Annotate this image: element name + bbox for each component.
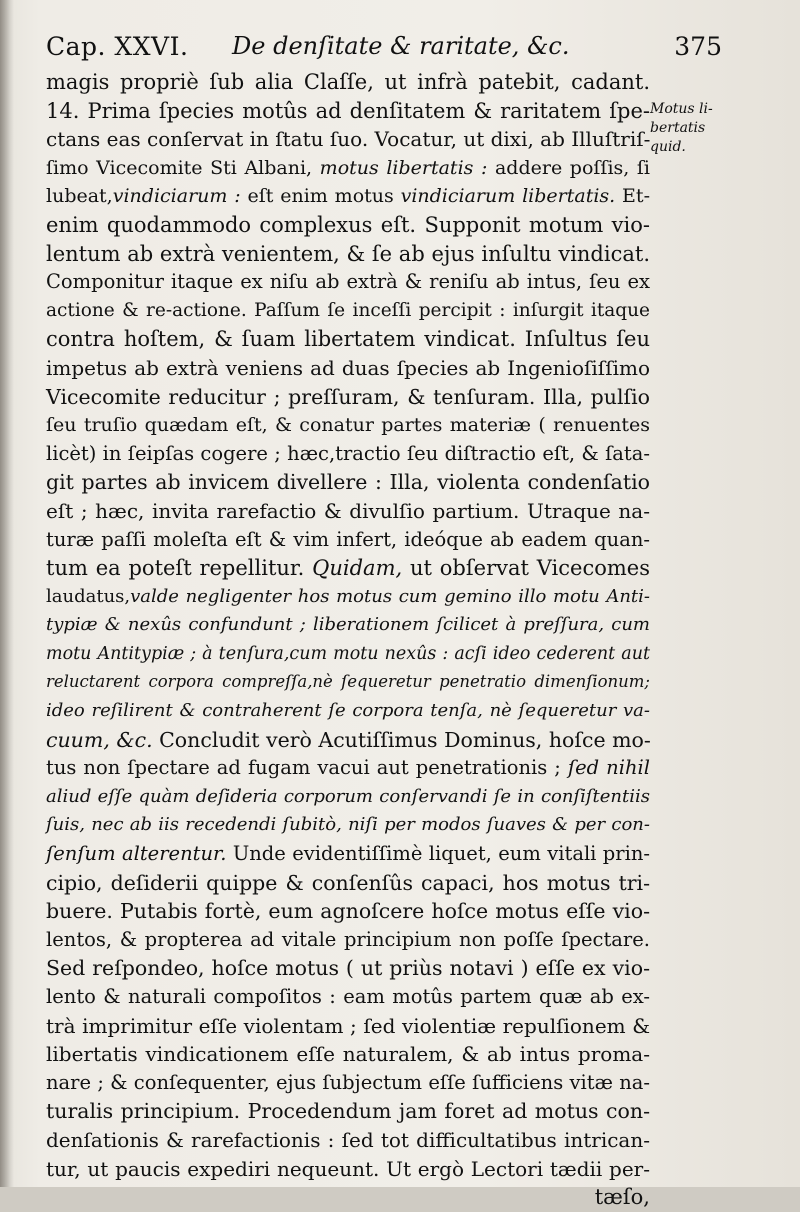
text-line <box>46 754 650 783</box>
text-segment: actione & re-actione. Paſſum ſe inceſſi percipit : inſurgit itaque <box>46 299 650 321</box>
text-line <box>46 182 650 211</box>
italic-segment: reluctarent corpora compreſſa,nè ſequeretur penetratio dimenſionum; <box>46 672 650 692</box>
text-segment: ut obſervat Vicecomes <box>402 556 650 581</box>
text-line <box>46 468 650 497</box>
margin-note-line: Motus li- <box>650 101 713 117</box>
text-segment: addere poſſis, ſi <box>487 156 650 179</box>
text-line <box>46 611 650 640</box>
text-line <box>46 897 650 926</box>
running-head <box>46 26 722 66</box>
text-line <box>46 526 650 555</box>
text-segment: magis propriè ſub alia Claſſe, ut infrà patebit, cadant. <box>46 70 650 94</box>
italic-segment: motu Antitypiæ ; à tenſura,cum motu nexûs : acſi ideo cederent aut <box>46 643 650 664</box>
text-segment: lentos, & propterea ad vitale principium non poſſe ſpectare. <box>46 927 650 951</box>
italic-segment: typiæ & nexûs confundunt ; liberationem ſcilicet à preſſura, cum <box>46 614 650 636</box>
text-segment: ſeu truſio quædam eſt, & conatur partes materiæ ( renuentes <box>46 414 650 437</box>
italic-segment: cuum, &c. <box>46 727 153 752</box>
text-segment: eſt enim motus <box>240 185 401 208</box>
text-line <box>46 125 650 154</box>
text-line <box>46 554 650 583</box>
text-segment: enim quodammodo complexus eſt. Supponit motum vio- <box>46 212 650 237</box>
italic-segment: valde negligenter hos motus cum gemino illo motu Anti- <box>130 585 650 607</box>
text-line <box>46 240 650 269</box>
text-segment: libertatis vindicationem eſſe naturalem, & ab intus proma- <box>46 1042 650 1067</box>
text-line <box>46 297 650 326</box>
text-line <box>46 68 650 97</box>
text-line <box>46 383 650 412</box>
italic-segment: aliud eſſe quàm deſideria corporum conſervandi ſe in conſiſtentiis <box>46 785 650 807</box>
text-line <box>46 97 650 126</box>
text-line <box>46 440 650 469</box>
text-segment: 14. Prima ſpecies motûs ad denſitatem & raritatem ſpe- <box>46 98 650 123</box>
text-segment: Vicecomite reducitur ; preſſuram, & tenſuram. Illa, pulſio <box>46 384 650 409</box>
italic-segment: motus libertatis : <box>319 156 488 179</box>
text-line <box>46 726 650 755</box>
text-segment: Concludit verò Acutiſſimus Dominus, hoſce mo- <box>152 727 651 752</box>
text-segment: ctans eas conſervat in ſtatu ſuo. Vocatur, ut dixi, ab Illuſtriſ- <box>46 127 651 152</box>
text-line <box>46 497 650 526</box>
text-segment: tur, ut paucis expediri nequeunt. Ut ergò Lectori tædii per- <box>46 1156 650 1181</box>
text-line <box>46 668 650 697</box>
text-segment: eſt ; hæc, invita rarefactio & divulſio partium. Utraque na- <box>46 498 650 523</box>
text-segment: Componitur itaque ex niſu ab extrà & reniſu ab intus, ſeu ex <box>46 270 650 294</box>
text-segment: lentum ab extrà venientem, & ſe ab ejus inſultu vindicat. <box>46 241 650 266</box>
italic-segment: Quidam, <box>312 556 403 581</box>
text-segment: Sed reſpondeo, hoſce motus ( ut priùs notavi ) eſſe ex vio- <box>46 956 650 981</box>
text-line <box>46 325 650 354</box>
text-segment: turalis principium. Procedendum jam foret ad motus con- <box>46 1099 650 1124</box>
italic-segment: vindiciarum : <box>112 185 241 208</box>
text-line <box>46 268 650 297</box>
text-line <box>46 640 650 669</box>
italic-segment: ſuis, nec ab iis recedendi ſubitò, niſi per modos ſuaves & per con- <box>46 814 650 836</box>
text-segment: tus non ſpectare ad fugam vacui aut penetrationis ; <box>46 756 568 780</box>
text-segment: nare ; & conſequenter, ejus ſubjectum eſſe ſufficiens vitæ na- <box>46 1070 650 1094</box>
text-line <box>46 354 650 383</box>
running-title: De denſitate & raritate, &c. <box>232 32 570 60</box>
text-line <box>46 783 650 812</box>
text-segment: contra hoſtem, & ſuam libertatem vindicat. Inſultus ſeu <box>46 327 650 352</box>
text-line <box>46 583 650 612</box>
text-segment: Et- <box>615 185 650 208</box>
main-text-block <box>46 68 650 1212</box>
text-segment: cipio, deſiderii quippe & conſenſûs capaci, hos motus tri- <box>46 870 650 895</box>
italic-segment: vindiciarum libertatis. <box>400 185 616 208</box>
text-line <box>46 1126 650 1155</box>
text-line <box>46 697 650 726</box>
catchword: tæſo, <box>594 1185 650 1210</box>
text-segment: git partes ab invicem divellere : Illa, violenta condenſatio <box>46 470 650 495</box>
text-line <box>46 811 650 840</box>
margin-note-line: bertatis <box>650 120 706 136</box>
italic-segment: ſed nihil <box>567 756 650 780</box>
gutter-shadow <box>0 0 14 1187</box>
text-segment: laudatus, <box>46 585 131 607</box>
text-segment: impetus ab extrà veniens ad duas ſpecies ab Ingenioſiſſimo <box>46 355 650 380</box>
text-line <box>46 840 650 869</box>
text-segment: ſimo Vicecomite Sti Albani, <box>46 156 320 179</box>
text-segment: denſationis & rarefactionis : ſed tot difficultatibus intrican- <box>46 1127 650 1152</box>
text-line <box>46 154 650 183</box>
text-line <box>46 411 650 440</box>
italic-segment: ſenſum alterentur. <box>46 842 227 866</box>
page-number: 375 <box>674 32 722 61</box>
chapter-number: Cap. XXVI. <box>46 32 189 61</box>
text-line <box>46 1040 650 1069</box>
margin-note-line: quid. <box>650 139 686 155</box>
text-segment: licèt) in ſeipſas cogere ; hæc,tractio ſeu diſtractio eſt, & ſata- <box>46 441 650 465</box>
text-segment: tum ea poteſt repellitur. <box>46 556 313 581</box>
text-line <box>46 1097 650 1126</box>
text-line <box>46 869 650 898</box>
text-segment: Unde evidentiſſimè liquet, eum vitali prin- <box>226 842 650 866</box>
text-line <box>46 211 650 240</box>
text-line <box>46 1012 650 1041</box>
italic-segment: ideo reſilirent & contraherent ſe corpora tenſa, nè ſequeretur va- <box>46 700 650 722</box>
text-segment: trà imprimitur eſſe violentam ; ſed violentiæ repulſionem & <box>46 1013 650 1038</box>
text-line <box>46 983 650 1012</box>
text-segment: lubeat, <box>46 185 113 208</box>
text-segment: lento & naturali compoſitos : eam motûs partem quæ ab ex- <box>46 985 650 1008</box>
text-line <box>46 1155 650 1184</box>
text-line <box>46 954 650 983</box>
text-line <box>46 1069 650 1098</box>
margin-note <box>650 100 732 157</box>
text-segment: turæ paſſi moleſta eſt & vim infert, ideóque ab eadem quan- <box>46 527 650 551</box>
text-line <box>46 926 650 955</box>
text-segment: buere. Putabis fortè, eum agnoſcere hoſce motus eſſe vio- <box>46 899 650 924</box>
